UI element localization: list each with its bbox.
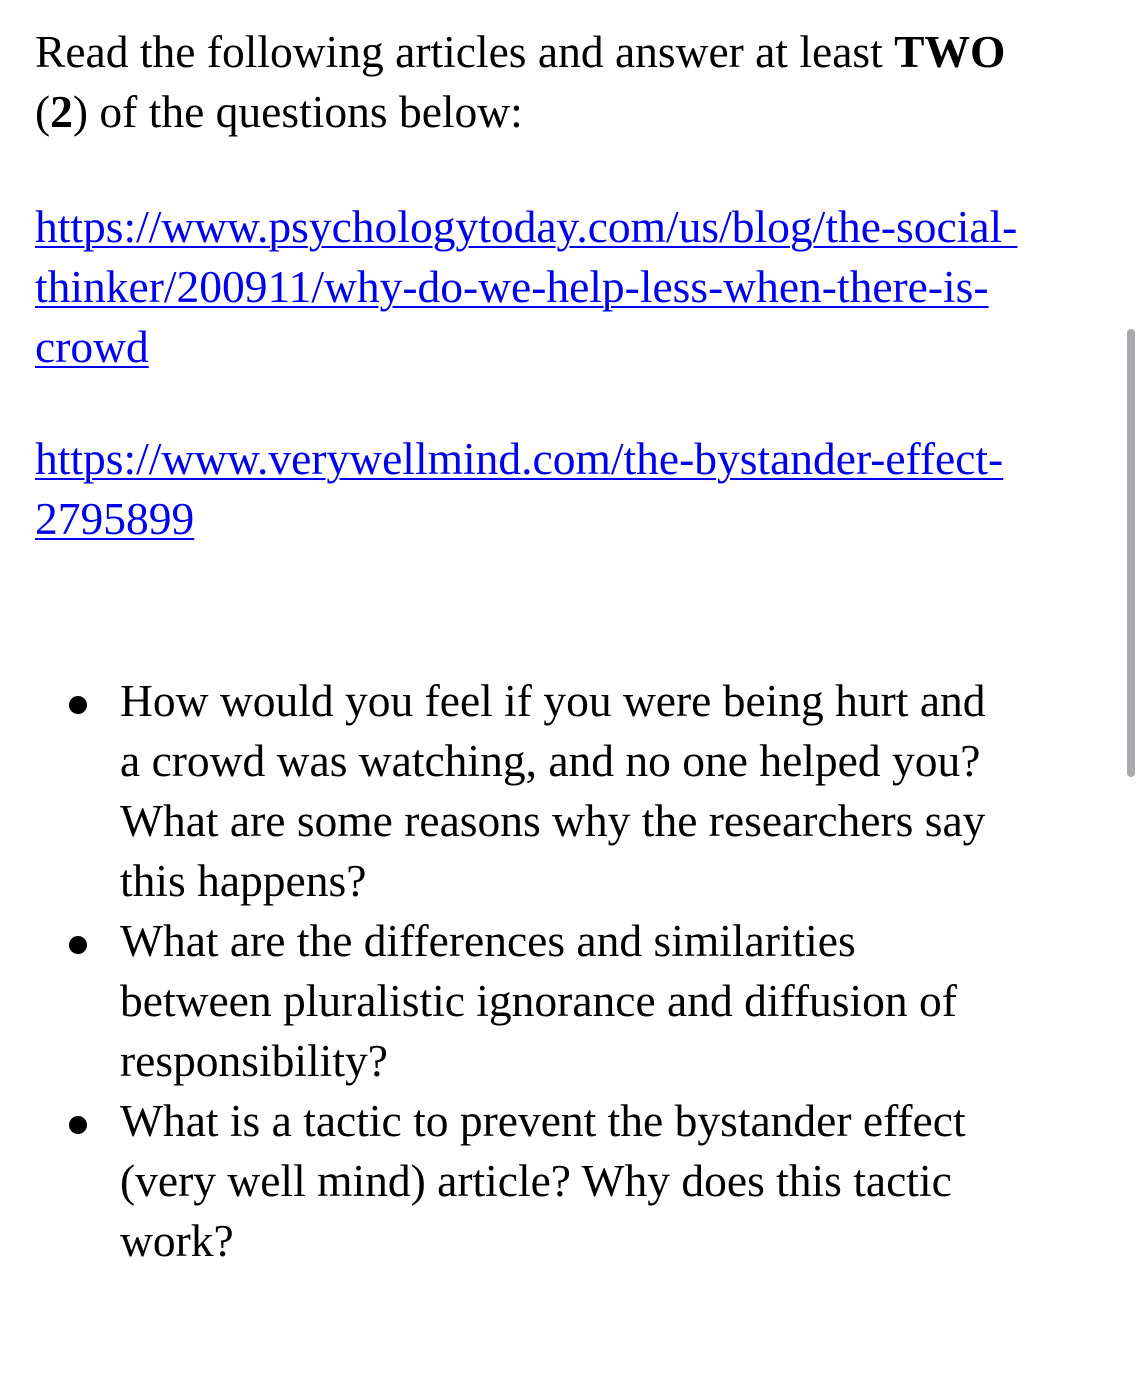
psychology-today-link-line-1[interactable]: https://www.psychologytoday.com/us/blog/the-social-	[35, 201, 1018, 252]
document-page	[35, 22, 1095, 549]
psychology-today-link-line-2[interactable]: thinker/200911/why-do-we-help-less-when-there-is-	[35, 261, 989, 312]
question-text: How would you feel if you were being hurt and a crowd was watching, and no one helped you? What are some reasons why the researchers say this happens?	[120, 675, 986, 906]
instructions-open-paren: (	[35, 86, 51, 137]
psychology-today-link-block	[35, 197, 1095, 377]
questions-list	[65, 671, 995, 1271]
bullet-icon	[69, 696, 87, 714]
question-text: What is a tactic to prevent the bystander effect (very well mind) article? Why does this tactic work?	[120, 1095, 966, 1266]
vertical-scrollbar[interactable]	[1127, 329, 1135, 777]
verywellmind-link-line-2[interactable]: 2795899	[35, 493, 195, 544]
question-item	[65, 1091, 995, 1271]
psychology-today-link-line-3[interactable]: crowd	[35, 321, 149, 372]
question-item	[65, 671, 995, 911]
instructions-emphasis-number: 2	[50, 86, 73, 137]
verywellmind-link-block	[35, 429, 1095, 549]
instructions-emphasis-word: TWO	[894, 26, 1006, 77]
bullet-icon	[69, 1116, 87, 1134]
question-text: What are the differences and similarities between pluralistic ignorance and diffusion of responsibility?	[120, 915, 957, 1086]
bullet-icon	[69, 936, 87, 954]
instructions-tail: ) of the questions below:	[72, 86, 523, 137]
instructions-paragraph	[35, 22, 1095, 142]
instructions-lead: Read the following articles and answer at least	[35, 26, 883, 77]
verywellmind-link-line-1[interactable]: https://www.verywellmind.com/the-bystander-effect-	[35, 433, 1004, 484]
question-item	[65, 911, 995, 1091]
